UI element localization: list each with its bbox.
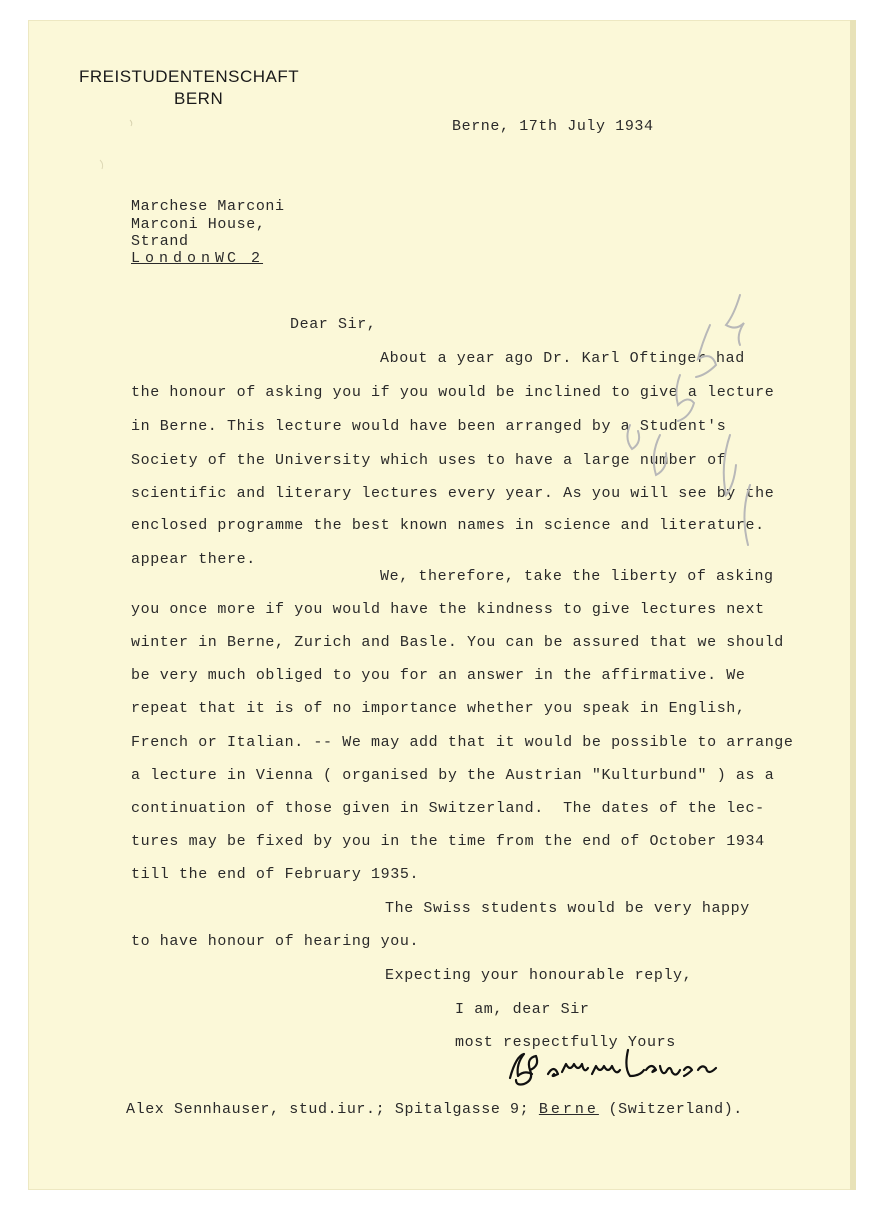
body-line: French or Italian. -- We may add that it would be possible to arrange <box>131 734 794 751</box>
body-line: tures may be fixed by you in the time from the end of October 1934 <box>131 833 765 850</box>
footer-address <box>126 1101 743 1119</box>
recipient-building: Marconi House, <box>131 216 266 233</box>
body-line: scientific and literary lectures every year. As you will see by the <box>131 485 775 502</box>
closing-line-1: Expecting your honourable reply, <box>385 967 693 984</box>
recipient-city-line <box>131 250 263 268</box>
body-line: enclosed programme the best known names in science and literature. <box>131 517 765 534</box>
body-line: till the end of February 1935. <box>131 866 420 883</box>
body-line: a lecture in Vienna ( organised by the Austrian "Kulturbund" ) as a <box>131 767 775 784</box>
letterhead <box>79 66 339 110</box>
body-line: The Swiss students would be very happy <box>385 900 750 917</box>
body-line: We, therefore, take the liberty of asking <box>380 568 774 585</box>
paper-stain-marks <box>95 110 155 180</box>
footer-suffix: (Switzerland). <box>598 1101 743 1118</box>
footer-city: Berne <box>538 1101 599 1118</box>
recipient-postcode: WC 2 <box>215 250 264 267</box>
closing-line-3: most respectfully Yours <box>455 1034 676 1051</box>
body-line: continuation of those given in Switzerland. The dates of the lec- <box>131 800 765 817</box>
body-line: the honour of asking you if you would be inclined to give a lecture <box>131 384 775 401</box>
body-line: be very much obliged to you for an answer in the affirmative. We <box>131 667 746 684</box>
salutation: Dear Sir, <box>290 316 377 333</box>
pencil-annotation <box>600 285 770 575</box>
body-line: you once more if you would have the kindness to give lectures next <box>131 601 765 618</box>
paper-edge <box>850 20 856 1190</box>
recipient-name: Marchese Marconi <box>131 198 285 215</box>
footer-prefix: Alex Sennhauser, stud.iur.; Spitalgasse 9; <box>126 1101 539 1118</box>
body-line: in Berne. This lecture would have been arranged by a Student's <box>131 418 727 435</box>
body-line: Society of the University which uses to have a large number of <box>131 452 727 469</box>
letterhead-line-1: FREISTUDENTENSCHAFT <box>79 67 300 86</box>
recipient-city: London <box>131 250 216 267</box>
body-line: to have honour of hearing you. <box>131 933 420 950</box>
closing-line-2: I am, dear Sir <box>455 1001 590 1018</box>
letter-date: Berne, 17th July 1934 <box>452 118 654 135</box>
body-line: appear there. <box>131 551 256 568</box>
letterhead-line-2: BERN <box>174 89 224 108</box>
body-line: About a year ago Dr. Karl Oftinger had <box>380 350 745 367</box>
body-line: winter in Berne, Zurich and Basle. You can be assured that we should <box>131 634 784 651</box>
recipient-street: Strand <box>131 233 189 250</box>
handwritten-signature <box>500 1040 730 1090</box>
body-line: repeat that it is of no importance whether you speak in English, <box>131 700 746 717</box>
